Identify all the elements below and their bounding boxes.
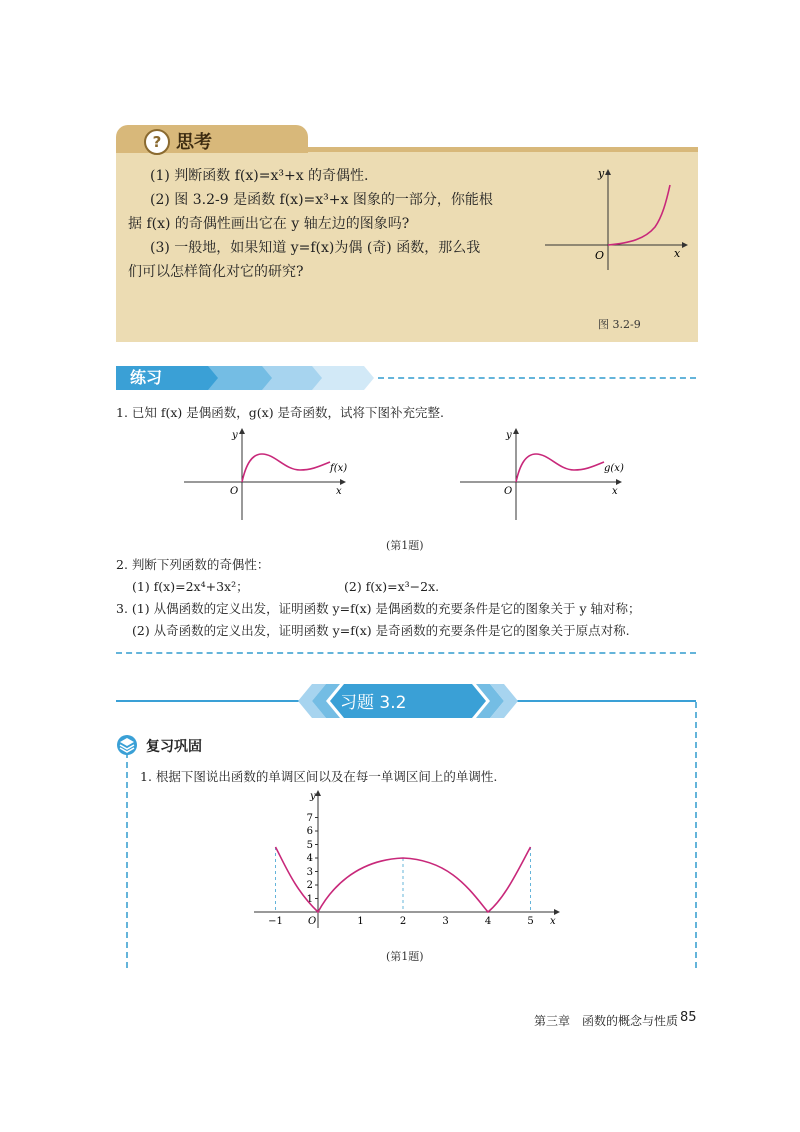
problem-1-graph (250, 790, 570, 936)
svg-text:O: O (504, 486, 513, 497)
exercise-figure-caption: (第1题) (386, 539, 424, 552)
figure-caption: 图 3.2-9 (598, 318, 641, 331)
cubic-curve (608, 185, 670, 245)
exercise-3-part-2: (2) 从奇函数的定义出发，证明函数 y=f(x) 是奇函数的充要条件是它的图象关于原点对称. (132, 623, 630, 638)
svg-text:x: x (612, 486, 618, 497)
svg-text:4: 4 (306, 853, 313, 864)
section-title: 习题 3.2 (340, 693, 407, 713)
exercise-top-rule (378, 377, 696, 379)
svg-text:2: 2 (399, 916, 407, 927)
exercise-1: 1. 已知 f(x) 是偶函数，g(x) 是奇函数，试将下图补充完整. (116, 405, 445, 420)
svg-text:6: 6 (306, 826, 313, 837)
exercise-3-part-1: 3. (1) 从偶函数的定义出发，证明函数 y=f(x) 是偶函数的充要条件是它的图象关于 y 轴对称； (116, 601, 641, 616)
svg-text:2: 2 (306, 880, 313, 891)
section-right-dashed (695, 702, 697, 968)
svg-text:1: 1 (357, 916, 364, 927)
svg-text:y: y (506, 430, 512, 441)
think-title: 思考 (176, 132, 212, 153)
svg-text:1: 1 (306, 894, 313, 905)
section-left-dashed (126, 752, 128, 968)
think-question-2b: 据 f(x) 的奇偶性画出它在 y 轴左边的图象吗? (128, 216, 410, 232)
svg-text:x: x (550, 916, 556, 927)
exercise-title: 练习 (130, 368, 163, 387)
graph-g-label: g(x) (604, 463, 624, 474)
think-question-3b: 们可以怎样简化对它的研究? (128, 264, 304, 280)
svg-text:−1: −1 (268, 916, 283, 927)
svg-text:O: O (230, 486, 239, 497)
svg-text:7: 7 (306, 813, 313, 824)
exercise-2-part-1: (1) f(x)=2x⁴+3x²； (132, 579, 249, 594)
svg-text:4: 4 (484, 916, 492, 927)
exercise-bottom-rule (116, 652, 696, 654)
svg-text:3: 3 (306, 867, 313, 878)
exercise-2: 2. 判断下列函数的奇偶性： (116, 557, 270, 572)
axis-y-label: y (598, 167, 605, 180)
section-left-rule (116, 700, 302, 702)
svg-text:y: y (232, 430, 238, 441)
section-banner (298, 684, 518, 718)
graph-f-label: f(x) (330, 463, 348, 474)
question-icon: ? (144, 129, 170, 155)
svg-text:5: 5 (306, 840, 313, 851)
svg-text:y: y (310, 791, 316, 802)
footer-chapter: 第三章 函数的概念与性质 (534, 1014, 679, 1028)
problem-1: 1. 根据下图说出函数的单调区间以及在每一单调区间上的单调性. (140, 769, 498, 784)
problem-1-caption: (第1题) (386, 950, 424, 963)
exercise-2-part-2: (2) f(x)=x³−2x. (344, 579, 440, 594)
figure-3-2-9 (540, 165, 690, 275)
review-title: 复习巩固 (146, 739, 202, 755)
graph-f-even (180, 424, 350, 524)
svg-text:5: 5 (527, 916, 534, 927)
svg-text:3: 3 (442, 916, 449, 927)
think-question-2a: (2) 图 3.2-9 是函数 f(x)=x³+x 图象的一部分，你能根 (150, 192, 493, 208)
think-question-3a: (3) 一般地，如果知道 y=f(x)为偶 (奇) 函数，那么我 (150, 240, 481, 256)
section-right-rule (514, 700, 696, 702)
svg-text:O: O (308, 916, 317, 927)
layers-icon (116, 734, 140, 756)
think-question-1: (1) 判断函数 f(x)=x³+x 的奇偶性. (150, 168, 369, 184)
page-number: 85 (680, 1010, 697, 1025)
axis-x-label: x (674, 247, 681, 260)
graph-g-odd (456, 424, 626, 524)
svg-text:x: x (336, 486, 342, 497)
origin-label: O (595, 249, 605, 262)
